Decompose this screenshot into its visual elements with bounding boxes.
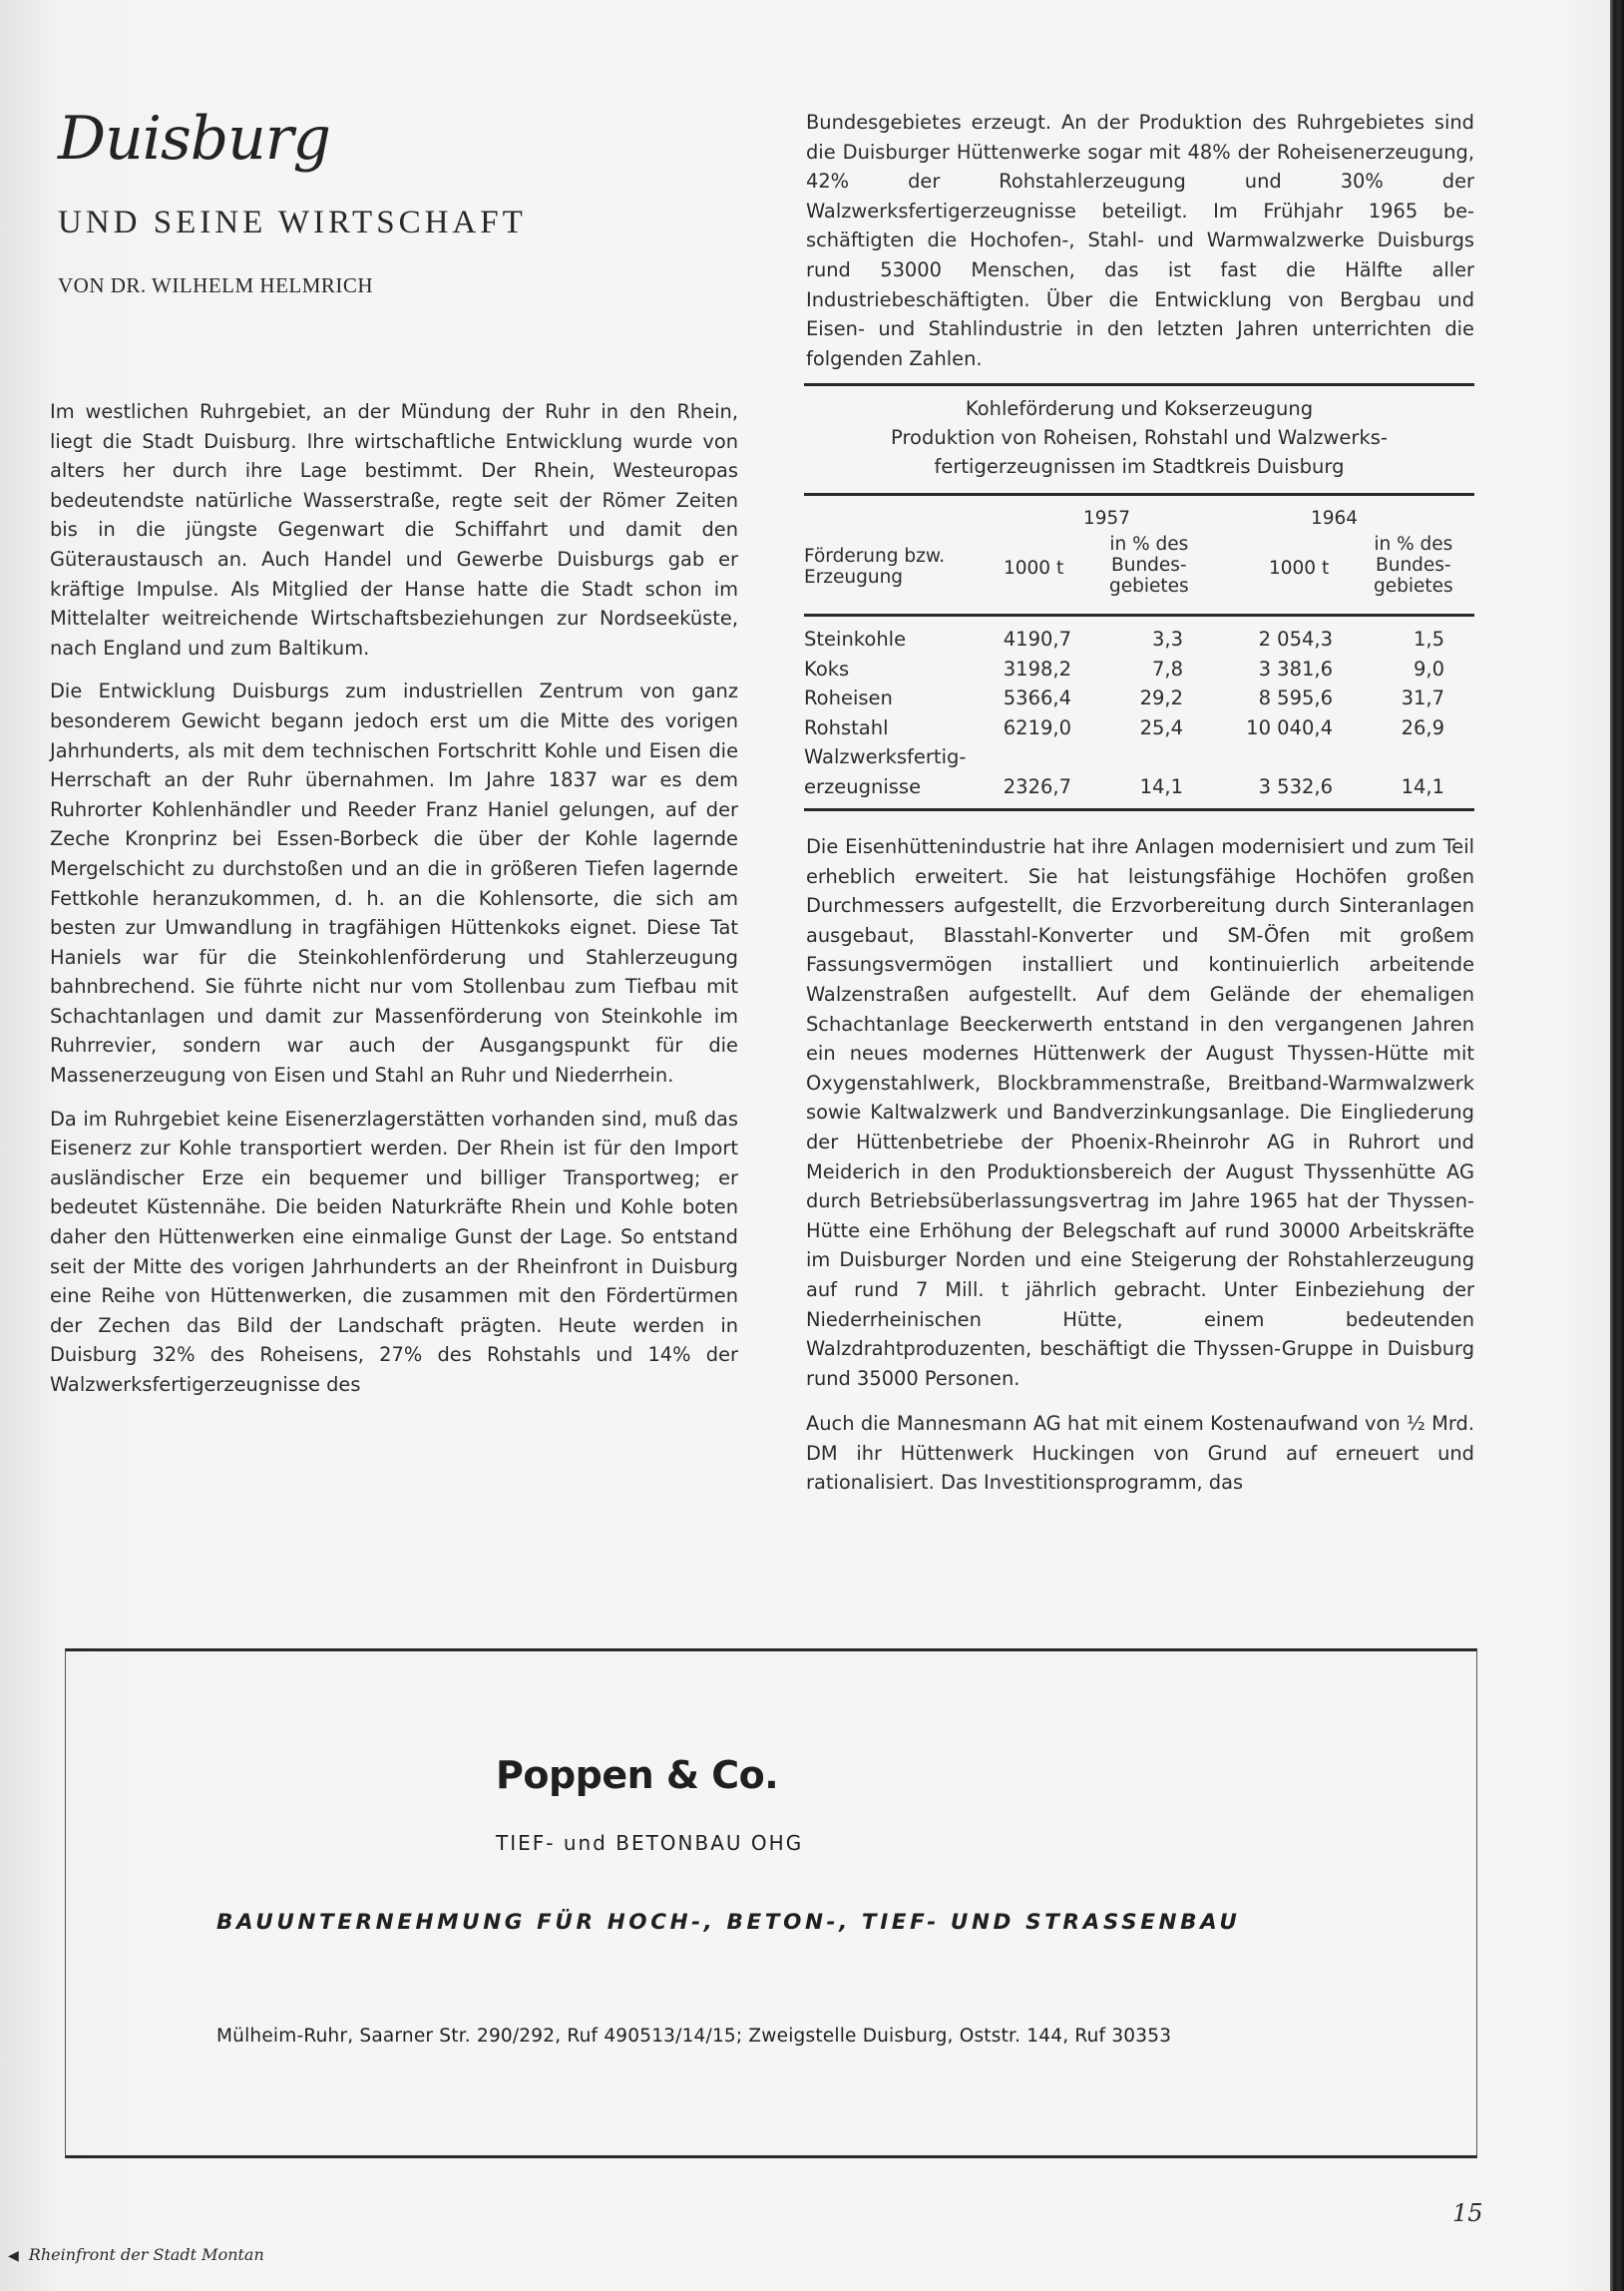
header-pct-1957: in % des Bundes- gebietes <box>1109 534 1189 597</box>
table-row <box>804 655 1474 685</box>
row-label: Roheisen <box>804 687 893 710</box>
table-title-line: Kohleförderung und Kokserzeugung <box>965 397 1314 420</box>
paragraph: Auch die Mannesmann AG hat mit einem Kostenaufwand von ½ Mrd. DM ihr Hüttenwerk Huckingen von Grund auf erneuert und rationalisiert. Das Investitionsprogramm, das <box>806 1412 1474 1495</box>
right-text-column-continued <box>806 832 1474 1512</box>
row-label: Rohstahl <box>804 715 889 739</box>
cell-percent-1957: 14,1 <box>1139 774 1183 798</box>
cell-percent-1957: 25,4 <box>1139 715 1183 739</box>
paragraph: Im westlichen Ruhrgebiet, an der Mündung der Ruhr in den Rhein, liegt die Stadt Duisburg. Ihre wirtschaftliche Entwicklung wurde von alters her durch ihre Lage bestimmt. Der Rhein, Westeuropas bedeutendste natürliche Wasserstraße, regte seit der Römer Zeiten bis in die jüngste Gegenwart die Schiffahrt und damit den Güteraustausch an. Auch Handel und Gewerbe Duisburgs gab er kräftige Impulse. Als Mitglied der Hanse hatte die Stadt schon im Mittelalter weitreichende Wirtschaftsbeziehungen zur Nordseeküste, nach England und zum Baltikum. <box>50 400 738 660</box>
paragraph: Bundesgebietes erzeugt. An der Produktion des Ruhrgebietes sind die Duisburger Hüttenwerke sogar mit 48% der Roheisenerzeugung, 42% der Rohstahlerzeugung und 30% der Walzwerksfertigerzeugnisse beteiligt. Im Frühjahr 1965 beschäftigten die Hochofen-, Stahl- und Warmwalzwerke Duisburgs rund 53000 Menschen, das ist fast die Hälfte aller Industriebeschäftigten. Über die Entwicklung von Bergbau und Eisen- und Stahlindustrie in den letzten Jahren unterrichten die folgenden Zahlen. <box>806 111 1474 370</box>
cell-tonnes-1957: 5366,4 <box>1003 687 1071 710</box>
table-title-line: Produktion von Roheisen, Rohstahl und Walzwerks- <box>891 426 1388 449</box>
table-title <box>804 386 1474 493</box>
paragraph: Die Eisenhüttenindustrie hat ihre Anlagen modernisiert und zum Teil erheblich erweitert. Sie hat leistungsfähige Hochöfen großen Durchmessers aufgestellt, die Erzvorbereitung durch Sinteranlagen ausgebaut, Blasstahl-Konverter und SM-Öfen mit großem Fassungsvermögen installiert und kontinuierlich arbeitende Walzenstraßen aufgestellt. Auf dem Gelände der ehemaligen Schachtanlage Beeckerwerth entstand in den vergangenen Jahren ein neues modernes Hüttenwerk der August Thyssen-Hütte mit Oxygenstahlwerk, Blockbrammenstraße, Breitband-Warmwalzwerk sowie Kaltwalzwerk und Bandverzinkungsanlage. Die Eingliederung der Hüttenbetriebe der Phoenix-Rheinrohr AG in Ruhrort und Meiderich in den Produktionsbereich der August Thyssenhütte AG durch Betriebsüberlassungsvertrag im Jahre 1965 hat der Thyssen-Hütte eine Erhöhung der Belegschaft auf rund 30000 Arbeitskräfte im Duisburger Norden und eine Steigerung der Rohstahlerzeugung auf rund 7 Mill. t jährlich gebracht. Unter Einbeziehung der Niederrheinischen Hütte, einem bedeutenden Walzdrahtproduzenten, beschäftigt die Thyssen-Gruppe in Duisburg rund 35000 Personen. <box>806 835 1474 1390</box>
cell-tonnes-1957: 2326,7 <box>1003 774 1071 798</box>
cell-percent-1964: 31,7 <box>1401 687 1444 710</box>
table-body <box>804 617 1474 808</box>
header-unit-1964: 1000 t <box>1269 558 1330 579</box>
cell-percent-1964: 9,0 <box>1413 657 1444 681</box>
cell-percent-1964: 1,5 <box>1413 628 1444 651</box>
right-text-column-intro <box>806 108 1474 387</box>
cell-percent-1964: 26,9 <box>1401 715 1444 739</box>
header-pct-1964: in % des Bundes- gebietes <box>1374 534 1453 597</box>
cell-tonnes-1957: 4190,7 <box>1003 628 1071 651</box>
cell-tonnes-1964: 3 381,6 <box>1258 657 1333 681</box>
production-table <box>804 383 1474 811</box>
paragraph: Die Entwicklung Duisburgs zum industriellen Zentrum von ganz besonderem Gewicht begann jedoch erst um die Mitte des vorigen Jahrhunderts, als mit dem technischen Fortschritt Kohle und Eisen die Herrschaft an der Ruhr übernahmen. Im Jahre 1837 war es dem Ruhrorter Kohlenhändler und Reeder Franz Haniel gelungen, auf der Zeche Kronprinz bei Essen-Borbeck die über der Kohle lagernde Mergelschicht zu durchstoßen und an die in größeren Tiefen lagernde Fettkohle heranzukommen, d. h. an die Kohlensorte, die sich am besten zur Umwandlung in tragfähigen Hüttenkoks eignet. Diese Tat Haniels war für die Steinkohlenförderung und Stahlerzeugung bahnbrechend. Sie führte nicht nur vom Stollenbau zum Tiefbau mit Schachtanlagen und damit zur Massenförderung von Steinkohle im Ruhrrevier, sondern war auch der Ausgangspunkt für die Massenerzeugung von Eisen und Stahl an Ruhr und Niederrhein. <box>50 680 738 1088</box>
page-number: 15 <box>1452 2199 1483 2227</box>
table-row <box>804 625 1474 655</box>
advertisement-box <box>65 1648 1477 2158</box>
row-label: Koks <box>804 657 850 681</box>
cell-percent-1957: 29,2 <box>1139 687 1183 710</box>
paragraph: Da im Ruhrgebiet keine Eisenerzlagerstätten vorhanden sind, muß das Eisenerz zur Kohle transportiert werden. Der Rhein ist für den Import ausländischer Erze ein bequemer und billiger Transportweg; er bedeutet Küstennähe. Die beiden Naturkräfte Rhein und Kohle boten daher den Hüttenwerken eine einmalige Gunst der Lage. So entstand seit der Mitte des vorigen Jahrhunderts an der Rheinfront in Duisburg eine Reihe von Hüttenwerken, die zusammen mit den Fördertürmen der Zechen das Bild der Landschaft prägten. Heute werden in Duisburg 32% des Roheisens, 27% des Rohstahls und 14% der Walzwerksfertigerzeugnisse des <box>50 1107 738 1396</box>
caption-text: Rheinfront der Stadt Montan <box>28 2245 264 2264</box>
table-bottom-rule <box>804 808 1474 811</box>
row-label: Walzwerksfertig- erzeugnisse <box>804 745 967 798</box>
page-edge-shadow <box>1610 0 1624 2291</box>
cell-percent-1957: 7,8 <box>1151 657 1183 681</box>
row-label: Steinkohle <box>804 628 907 651</box>
cell-tonnes-1957: 3198,2 <box>1003 657 1071 681</box>
left-text-column <box>50 397 738 1414</box>
header-year-1964: 1964 <box>1311 508 1359 529</box>
cell-tonnes-1957: 6219,0 <box>1003 715 1071 739</box>
ad-company-type: TIEF- und BETONBAU OHG <box>496 1831 804 1855</box>
cell-tonnes-1964: 3 532,6 <box>1258 774 1333 798</box>
cell-tonnes-1964: 10 040,4 <box>1246 715 1333 739</box>
header-year-1957: 1957 <box>1083 508 1131 529</box>
left-triangle-icon: ◀ <box>8 2248 19 2264</box>
ad-address: Mülheim-Ruhr, Saarner Str. 290/292, Ruf 490513/14/15; Zweigstelle Duisburg, Oststr. 144, Ruf 30353 <box>216 2026 1172 2047</box>
header-row-label: Förderung bzw. Erzeugung <box>804 546 946 588</box>
photo-caption <box>8 2245 264 2264</box>
cell-tonnes-1964: 2 054,3 <box>1258 628 1333 651</box>
table-row <box>804 684 1474 713</box>
ad-slogan: BAUUNTERNEHMUNG FÜR HOCH-, BETON-, TIEF- UND STRASSENBAU <box>216 1910 1241 1935</box>
table-row <box>804 742 1474 801</box>
article-author: VON DR. WILHELM HELMRICH <box>58 273 374 297</box>
cell-percent-1957: 3,3 <box>1151 628 1183 651</box>
article-title: Duisburg <box>58 104 330 174</box>
article-subtitle: UND SEINE WIRTSCHAFT <box>58 205 527 240</box>
cell-percent-1964: 14,1 <box>1401 774 1444 798</box>
table-title-line: fertigerzeugnissen im Stadtkreis Duisburg <box>934 455 1345 478</box>
header-unit-1957: 1000 t <box>1004 558 1064 579</box>
table-header <box>804 496 1474 614</box>
table-row <box>804 713 1474 743</box>
ad-company-name: Poppen & Co. <box>496 1753 779 1797</box>
cell-tonnes-1964: 8 595,6 <box>1258 687 1333 710</box>
